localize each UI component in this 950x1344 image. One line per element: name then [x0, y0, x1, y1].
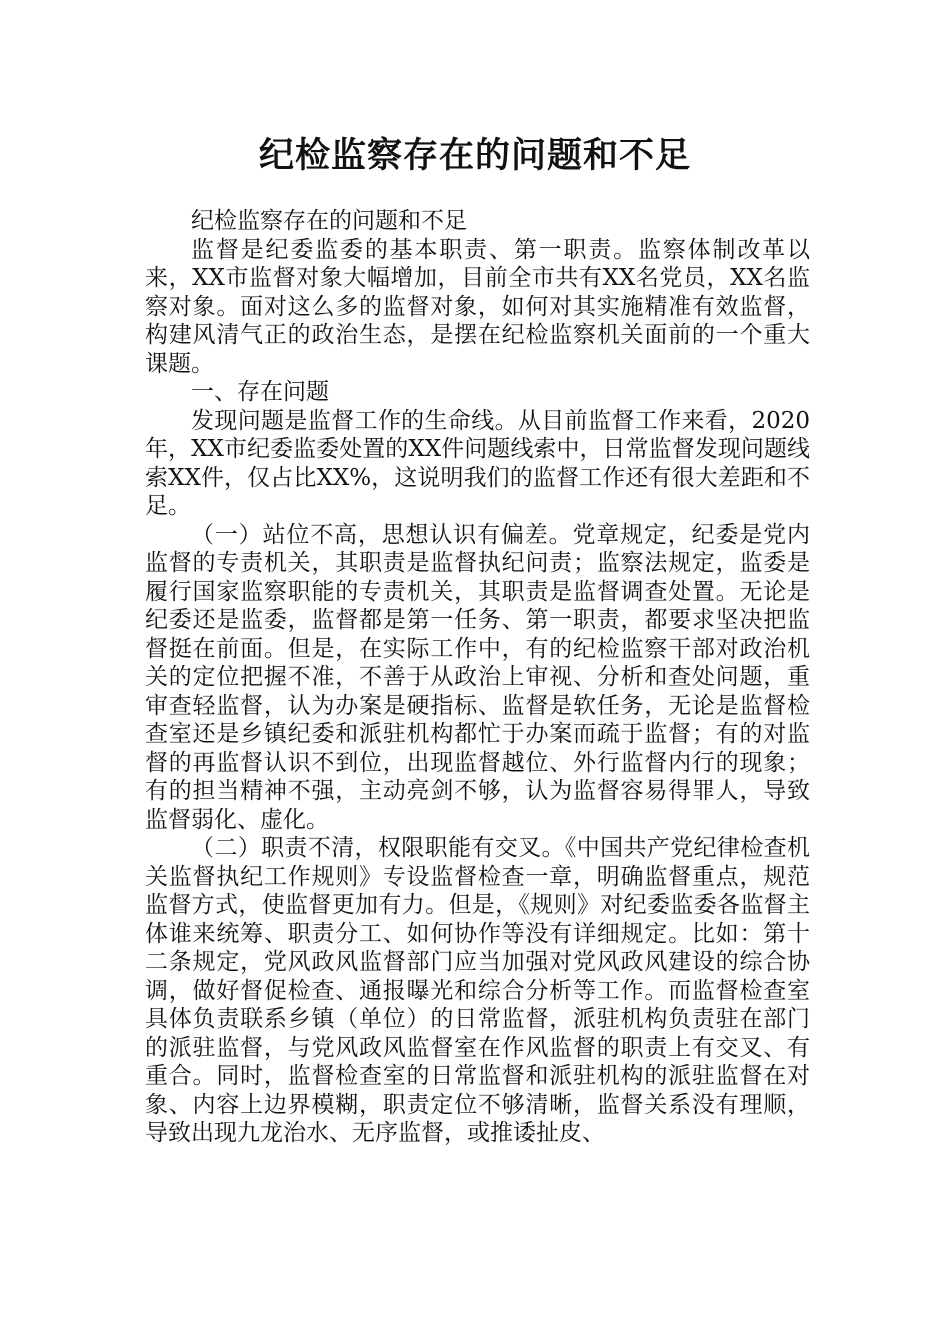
document-title: 纪检监察存在的问题和不足 — [258, 135, 691, 176]
paragraph-problems-overview: 发现问题是监督工作的生命线。从目前监督工作来看，2020年，XX市纪委监委处置的XX件问题线索中，日常监督发现问题线索XX件，仅占比XX%，这说明我们的监督工作还有很大差距和不足。 — [145, 407, 810, 519]
section-heading-problems: 一、存在问题 — [191, 379, 329, 405]
paragraph-point-one: （一）站位不高，思想认识有偏差。党章规定，纪委是党内监督的专责机关，其职责是监督执纪问责；监察法规定，监委是履行国家监察职能的专责机关，其职责是监督调查处置。无论是纪委还是监委，监督都是第一任务、第一职责，都要求坚决把监督挺在前面。但是，在实际工作中，有的纪检监察干部对政治机关的定位把握不准，不善于从政治上审视、分析和查处问题，重审查轻监督，认为办案是硬指标、监督是软任务，无论是监督检查室还是乡镇纪委和派驻机构都忙于办案而疏于监督；有的对监督的再监督认识不到位，出现监督越位、外行监督内行的现象；有的担当精神不强，主动亮剑不够，认为监督容易得罪人，导致监督弱化、虚化。 — [145, 521, 810, 833]
paragraph-point-two: （二）职责不清，权限职能有交叉。《中国共产党纪律检查机关监督执纪工作规则》专设监督检查一章，明确监督重点，规范监督方式，使监督更加有力。但是，《规则》对纪委监委各监督主体谁来统筹、职责分工、如何协作等没有详细规定。比如：第十二条规定，党风政风监督部门应当加强对党风政风建设的综合协调，做好督促检查、通报曝光和综合分析等工作。而监督检查室具体负责联系乡镇（单位）的日常监督，派驻机构负责驻在部门的派驻监督，与党风政风监督室在作风监督的职责上有交叉、有重合。同时，监督检查室的日常监督和派驻机构的派驻监督在对象、内容上边界模糊，职责定位不够清晰，监督关系没有理顺，导致出现九龙治水、无序监督，或推诿扯皮、 — [145, 835, 810, 1146]
document-body — [145, 207, 810, 1148]
paragraph-intro: 监督是纪委监委的基本职责、第一职责。监察体制改革以来，XX市监督对象大幅增加，目前全市共有XX名党员，XX名监察对象。面对这么多的监督对象，如何对其实施精准有效监督，构建风清气正的政治生态，是摆在纪检监察机关面前的一个重大课题。 — [145, 236, 810, 377]
paragraph-subtitle: 纪检监察存在的问题和不足 — [191, 208, 467, 234]
